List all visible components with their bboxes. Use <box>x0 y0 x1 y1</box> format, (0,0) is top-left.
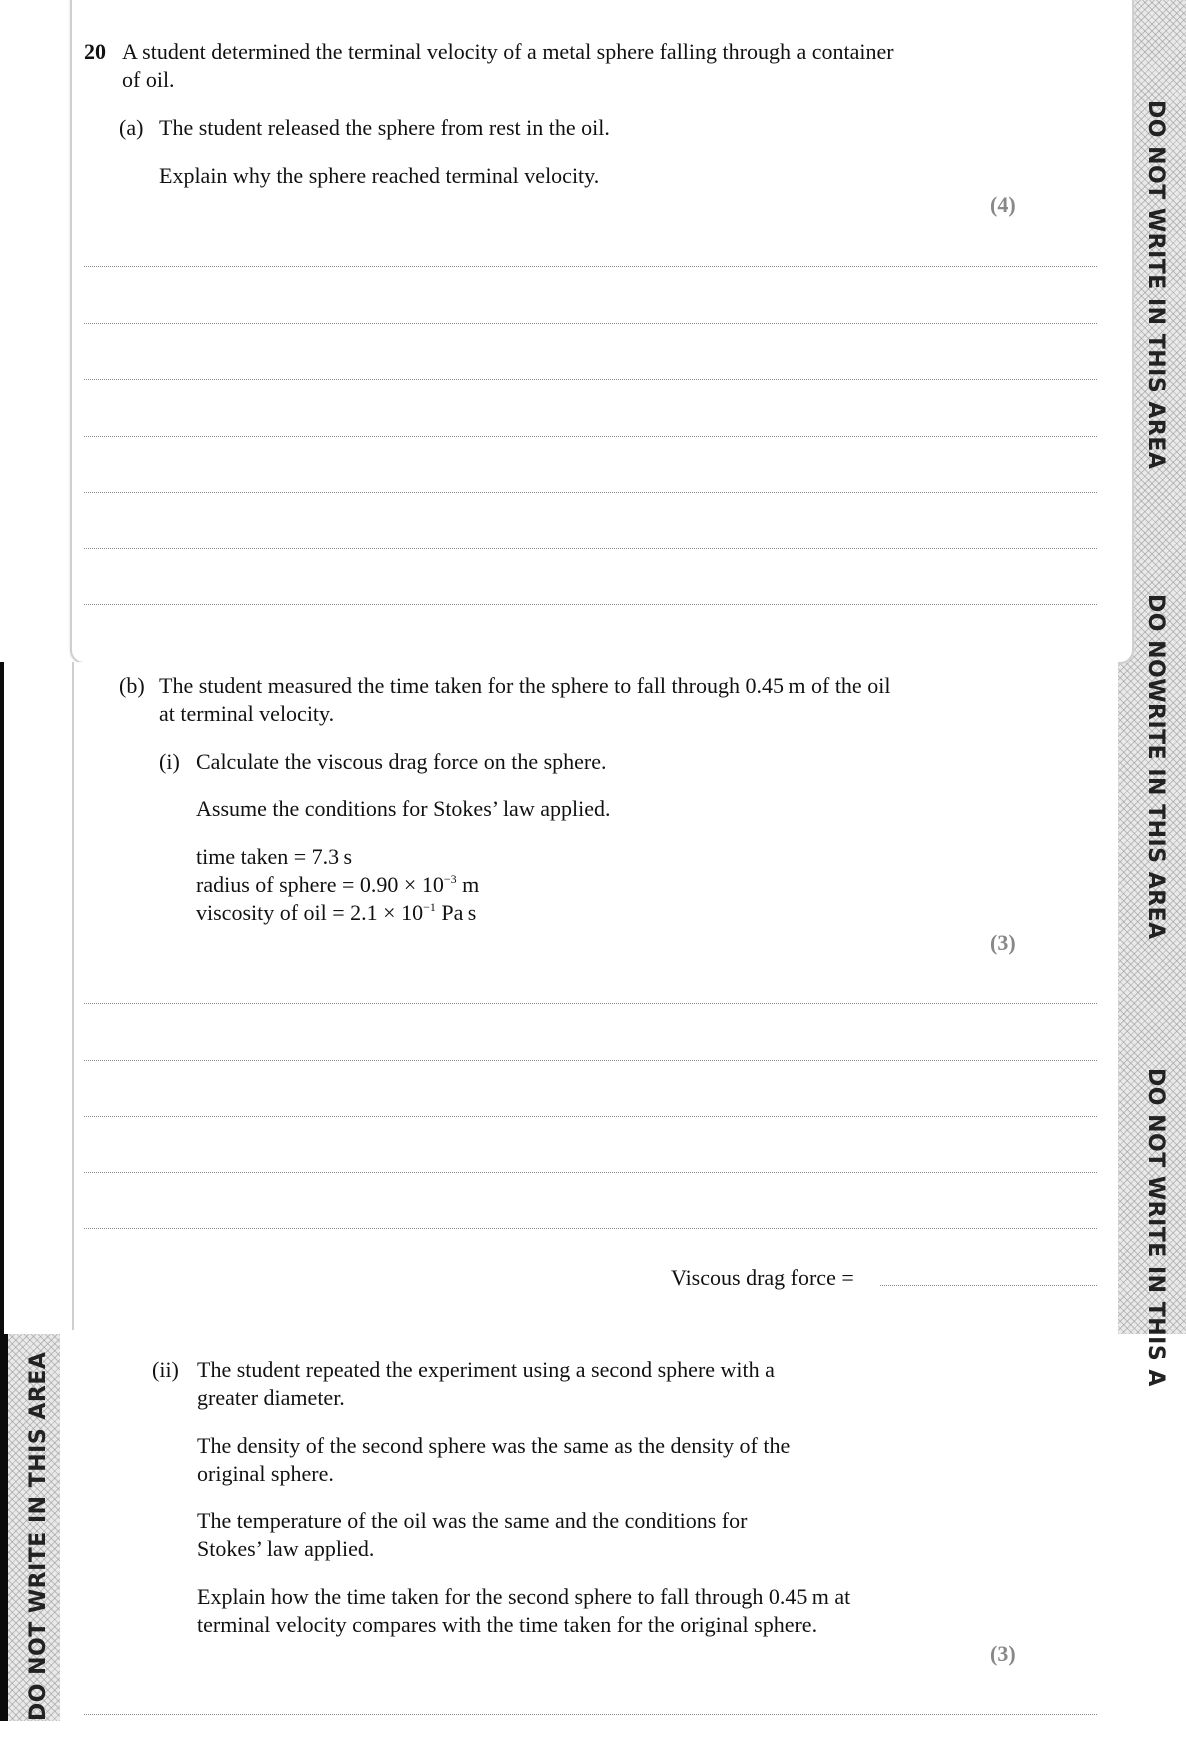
answer-line[interactable] <box>84 1003 1097 1004</box>
margin-warning-right-1: DO NOT WRITE IN THIS AREA <box>1143 100 1168 470</box>
question-intro-line1: A student determined the terminal velocity of a metal sphere falling through a container <box>122 39 894 64</box>
answer-line[interactable] <box>84 604 1097 605</box>
page-frame-top <box>70 0 1134 664</box>
part-b-ii-p1-line2: greater diameter. <box>197 1385 345 1410</box>
part-b-ii-p3-line1: The temperature of the oil was the same and the conditions for <box>197 1508 748 1533</box>
answer-line[interactable] <box>84 492 1097 493</box>
part-b-text-line2: at terminal velocity. <box>159 701 335 726</box>
answer-line[interactable] <box>84 1116 1097 1117</box>
part-b-i-marks: (3) <box>990 930 1016 955</box>
viscous-drag-force-answer-line[interactable] <box>880 1285 1097 1286</box>
given-viscosity-unit: Pa s <box>441 900 477 925</box>
answer-line[interactable] <box>84 1172 1097 1173</box>
margin-warning-left-1: DO NOT WRITE IN THIS AREA <box>26 1351 51 1721</box>
part-b-i-instruction: Calculate the viscous drag force on the sphere. <box>196 749 607 774</box>
part-a-instruction: Explain why the sphere reached terminal velocity. <box>159 163 600 188</box>
part-b-ii-p2-line2: original sphere. <box>197 1461 334 1486</box>
part-b-ii-p3-line2: Stokes’ law applied. <box>197 1536 375 1561</box>
margin-warning-right-2: DO NOWRITE IN THIS AREA <box>1143 594 1168 940</box>
part-a-text: The student released the sphere from rest in the oil. <box>159 115 610 140</box>
part-b-text-line1: The student measured the time taken for the sphere to fall through 0.45 m of the oil <box>159 673 891 698</box>
part-b-i-assumption: Assume the conditions for Stokes’ law applied. <box>196 796 611 821</box>
answer-line[interactable] <box>84 323 1097 324</box>
answer-line[interactable] <box>84 436 1097 437</box>
question-number: 20 <box>84 39 106 64</box>
answer-line[interactable] <box>84 548 1097 549</box>
given-time-taken: time taken = 7.3 s <box>196 844 353 869</box>
margin-warning-right-3: DO NOT WRITE IN THIS A <box>1143 1068 1168 1387</box>
given-viscosity-exponent: −1 <box>423 900 436 914</box>
answer-line[interactable] <box>84 1714 1097 1715</box>
given-radius <box>196 871 479 899</box>
part-b-ii-p1-line1: The student repeated the experiment using a second sphere with a <box>197 1357 775 1382</box>
answer-line[interactable] <box>84 379 1097 380</box>
given-viscosity-value: viscosity of oil = 2.1 × 10 <box>196 900 424 925</box>
answer-line[interactable] <box>84 1228 1097 1229</box>
part-b-i-label: (i) <box>159 749 180 774</box>
answer-line[interactable] <box>84 1060 1097 1061</box>
left-black-strip <box>0 662 4 1334</box>
part-b-label: (b) <box>119 673 145 698</box>
viscous-drag-force-label: Viscous drag force = <box>671 1265 854 1290</box>
question-intro-line2: of oil. <box>122 67 175 92</box>
given-viscosity <box>196 899 476 927</box>
part-b-ii-marks: (3) <box>990 1641 1016 1666</box>
given-radius-value: radius of sphere = 0.90 × 10 <box>196 872 444 897</box>
part-a-label: (a) <box>119 115 144 140</box>
given-radius-exponent: −3 <box>443 872 457 886</box>
part-b-ii-p2-line1: The density of the second sphere was the same as the density of the <box>197 1433 791 1458</box>
answer-line[interactable] <box>84 266 1097 267</box>
left-black-strip-lower <box>0 1334 8 1721</box>
part-b-ii-p4-line1: Explain how the time taken for the second sphere to fall through 0.45 m at <box>197 1584 851 1609</box>
given-radius-unit: m <box>462 872 480 897</box>
part-b-ii-p4-line2: terminal velocity compares with the time taken for the original sphere. <box>197 1612 818 1637</box>
part-b-ii-label: (ii) <box>152 1357 179 1382</box>
part-a-marks: (4) <box>990 192 1016 217</box>
